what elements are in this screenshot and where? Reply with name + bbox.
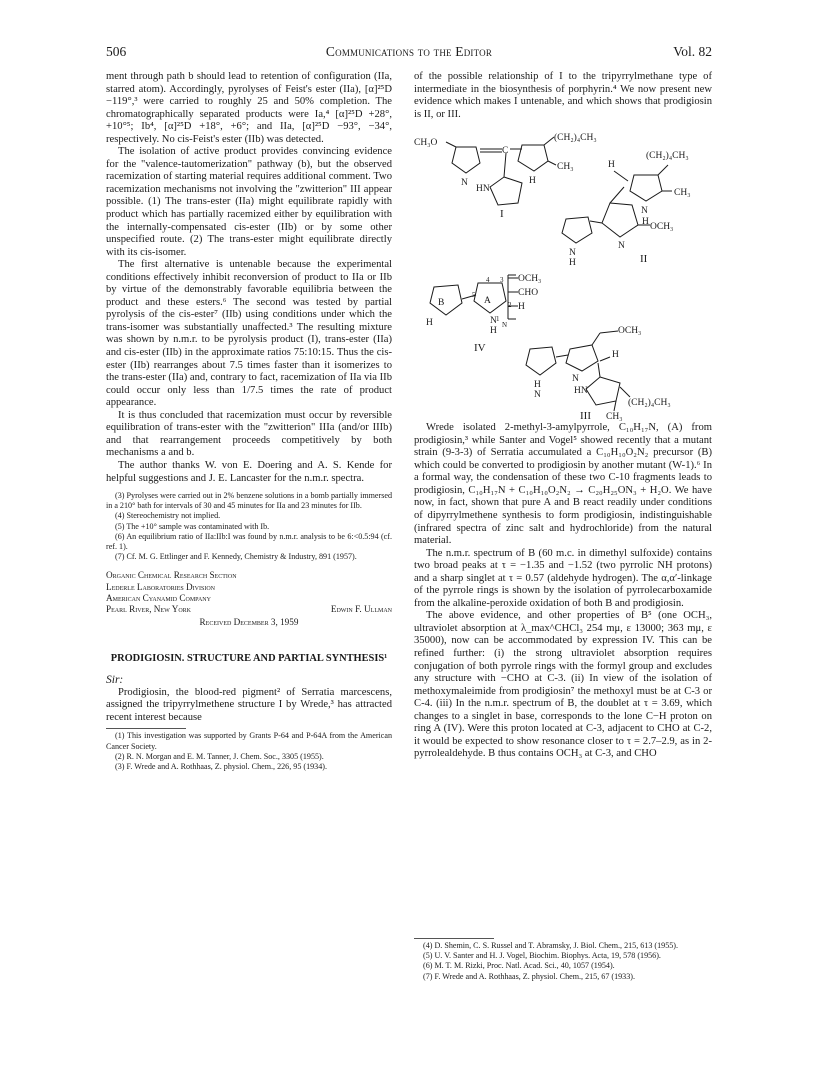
footnotes [106,731,392,772]
footnote: (1) This investigation was supported by Grants P-64 and P-64A from the American Cancer Society. [106,731,392,751]
running-title: Communications to the Editor [325,44,493,59]
paragraph: Wrede isolated 2-methyl-3-amylpyrrole, C₁₀H₁₇N, (A) from prodigiosin,³ while Santer and Vogel⁵ showed recently that a mutant strain (9-3-3) of Serratia accumulated a C₁₀H₁₀O₂N₂ precursor (B) which could be converted to prodigiosin by another mutant (W-1).⁶ In a formal way, the condensation of these two C-10 fragments leads to prodigiosin, C₁₀H₁₇N + C₁₀H₁₀O₂N₂ → C₂₀H₂₅ON₃ + H₂O. We have now, in fact, shown that pure A and B react readily under conditions of dipyrrylmethene synthesis to form prodigiosin, indistinguishable (infrared spectra of zinc salt and hydrochloride) from the natural material. [414,422,712,547]
left-column [106,71,392,772]
structure-I [414,132,597,220]
group-label: N [569,248,576,259]
affiliation-line: Lederle Laboratories Division [106,581,216,592]
group-label: H [569,258,576,269]
structure-label: I [500,208,504,221]
group-label: CH₃O [414,138,438,149]
footnote: (3) Pyrolyses were carried out in 2% benzene solutions in a bomb partially immersed in a 210° bath for intervals of 30 and 45 minutes for IIa and 23 minutes for IIb. [106,491,392,511]
footnote-rule [106,728,186,729]
group-label: OCH₃ [618,326,642,337]
group-label: CH₃ [606,412,623,423]
paragraph: It is thus concluded that racemization must occur by reversible equilibration of trans-ester with the "zwitterion" IIIa (and/or IIIb) and that rearrangement proceeds competitively by both mechanisms a and b. [106,409,392,459]
group-label: HN [574,386,588,397]
footnote: (2) R. N. Morgan and E. M. Tanner, J. Chem. Soc., 3305 (1955). [115,751,324,761]
group-label: H [608,160,615,171]
group-label: H [490,326,497,337]
footnote: (7) F. Wrede and A. Rothhaas, Z. physiol. Chem., 215, 67 (1933). [423,971,635,981]
chemical-structures [414,125,712,422]
group-label: H [642,217,649,228]
group-label: HN [476,184,490,195]
group-label: C [502,146,509,157]
footnotes [414,941,712,982]
received-date: Received December 3, 1959 [199,617,299,628]
paragraph: of the possible relationship of I to the tripyrrylmethane type of intermediate in the biosynthesis of porphyrin.⁴ We now present new evidence which makes I untenable, and which shows that prodigiosin is II, or III. [414,71,712,120]
group-label: (CH₂)₄CH₃ [628,398,671,409]
ring-number: 1 [496,315,500,324]
article-title: PRODIGIOSIN. STRUCTURE AND PARTIAL SYNTHESIS¹ [110,652,388,664]
footnote-rule [414,938,494,939]
group-label: N [461,178,468,189]
paragraph: The n.m.r. spectrum of B (60 m.c. in dimethyl sulfoxide) contains two broad peaks at τ = −1.35 and −1.52 (two pyrrolic NH protons) and a sharp singlet at τ = 0.57 (aldehyde hydrogen). The α,α′-linkage of the pyrrole rings is shown by the isolation of pyrrolecarboxamide from the alkaline-peroxide oxidation of both B and prodigiosin. [414,547,712,609]
right-footnotes [414,934,712,982]
right-column [414,71,712,761]
group-label: H [426,318,433,329]
group-label: CHO [518,288,539,299]
group-label: N [641,206,648,217]
structure-II [562,150,691,268]
ring-number: 2 [508,301,512,310]
group-label: H [534,380,541,391]
salutation: Sir: [106,673,124,686]
structure-label: IV [474,342,486,355]
affiliation [106,570,392,615]
group-label: CH₃ [557,162,574,173]
structure-III [526,326,671,422]
paragraph: The above evidence, and other properties of B⁵ (one OCH₃, ultraviolet absorption at λ_max^CHCl₃ 254 mμ, ε 13000; 363 mμ, ε 35000), now can be accommodated by expression IV. This can be refined further: (i) the strong ultraviolet absorption requires conjugation of both pyrrole rings with the formyl group and excludes any structure with −CHO at C-3. (ii) In view of the isolation of methoxymaleimide from prodigiosin⁷ the methoxyl must be at C-3 or C-4. (iii) In the n.m.r. spectrum of B, the doublet at τ = 3.69, which changes to a singlet in base, corresponds to the lone C−H proton on ring A (IV). Were this proton located at C-3, adjacent to CHO at C-2, it would be expected to show resonance closer to τ = 2.7–2.9, as in 2-pyrrolealdehyde. B thus contains OCH₃ at C-3, and CHO [414,610,712,760]
paragraph: The author thanks W. von E. Doering and A. S. Kende for helpful suggestions and J. E. Lancaster for the n.m.r. spectra. [106,459,392,484]
structure-label: III [580,410,591,423]
footnote: (6) M. T. M. Rizki, Proc. Natl. Acad. Sci., 40, 1057 (1954). [423,961,615,971]
footnotes [106,491,392,562]
group-label: OCH₃ [518,274,542,285]
ring-label: B [438,298,445,309]
group-label: N [490,316,497,327]
structure-label: II [640,253,648,266]
ring-label: A [484,296,491,307]
page-number: 506 [106,44,127,59]
group-label: (CH₂)₄CH₃ [646,151,689,162]
group-label: CH₃ [674,188,691,199]
group-label: H [529,176,536,187]
structure-IV [426,274,541,354]
ring-number: 3 [500,276,504,285]
ring-number: 4 [486,276,490,285]
page-header [106,44,712,62]
group-label: OCH₃ [650,222,674,233]
volume-label: Vol. 82 [673,44,712,59]
group-label: (CH₂)₄CH₃ [554,133,597,144]
paragraph: ment through path b should lead to retention of configuration (IIa, starred atom). Accordingly, pyrolyses of Feist's ester (IIa), [α]²⁵D −119°,³ were carried to roughly 25 and 50% completion. The chromatographically separated products were Ia,⁴ [α]²⁵D +28°, +10°⁵; Ib⁴, [α]²⁵D +18°, +6°; and IIa, [α]²⁵D −93°, −34°, respectively. No cis-Feist's ester (IIb) was detected. [106,71,392,145]
paragraph: The isolation of active product provides convincing evidence for the "valence-tautomerization" pathway (b), but the observed racemization of starting material requires additional comment. Two racemization mechanisms not involving the "zwitterion" III appear possible. (1) The trans-ester (IIa) might equilibrate rapidly with product which has partially racemized either by equilibration with the internally-compensated cis-ester (IIb) or by some other unspecified route. (2) The trans-ester might equilibrate directly with its cis-isomer. [106,146,392,258]
affiliation-line: Pearl River, New York [106,604,192,615]
footnote: (5) U. V. Santer and H. J. Vogel, Biochim. Biophys. Acta, 19, 578 (1956). [423,951,661,961]
author-name: Edwin F. Ullman [330,604,392,615]
group-label: N [502,321,508,330]
affiliation-line: American Cyanamid Company [106,592,211,603]
paragraph: The first alternative is untenable because the experimental conditions effectively inhibit reconversion of product to IIa or IIb by virtue of the demonstrably favorable equilibria between the product and these esters.⁶ The second was tested by partial pyrolysis of the cis-ester⁷ (IIb) using conditions under which the trans-isomer was substantially unaffected.³ The resulting mixture was shown by n.m.r. to be pyrolysis product (I), trans-ester (IIa) and cis-ester (IIb) in the approximate ratios 75:10:15. Thus the cis-ester (IIb) rearranges about 7.5 times faster than it isomerizes to the trans-ester (IIa) and, contrary to fact, racemization of IIa via IIb could occur only less than 1/7.5 times the rate of product appearance. [106,259,392,409]
footnote: (4) Stereochemistry not implied. [115,511,221,521]
group-label: H [518,302,525,313]
ring-number: 5 [472,291,476,300]
structure-figure [414,125,712,422]
group-label: N [572,374,579,385]
footnote: (4) D. Shemin, C. S. Russel and T. Abramsky, J. Biol. Chem., 215, 613 (1955). [423,941,679,950]
footnote: (6) An equilibrium ratio of IIa:IIb:I was found by n.m.r. analysis to be 6:<0.5:94 (cf. ref. 1). [106,531,392,552]
group-label: N [618,241,625,252]
group-label: H [612,350,619,361]
footnote: (3) F. Wrede and A. Rothhaas, Z. physiol. Chem., 226, 95 (1934). [115,762,327,772]
group-label: N [534,390,541,401]
affiliation-line: Organic Chemical Research Section [106,570,237,581]
paragraph: Prodigiosin, the blood-red pigment² of Serratia marcescens, assigned the tripyrrylmethene structure I by Wrede,³ has attracted recent interest because [106,686,392,723]
footnote: (5) The +10° sample was contaminated with Ib. [115,521,270,531]
footnote: (7) Cf. M. G. Ettlinger and F. Kennedy, Chemistry & Industry, 891 (1957). [115,552,357,562]
